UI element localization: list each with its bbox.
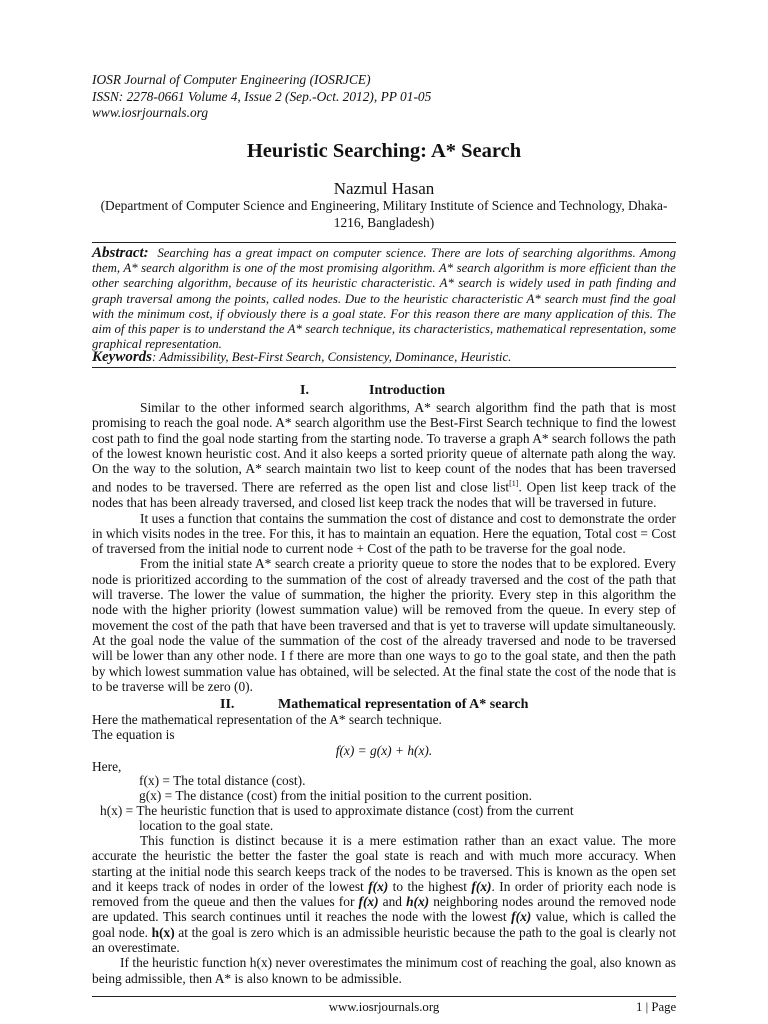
author-affiliation: (Department of Computer Science and Engineering, Military Institute of Science and Technology, Dhaka-1216, Bangladesh) bbox=[100, 198, 668, 230]
author-name: Nazmul Hasan bbox=[333, 179, 435, 198]
abstract-top-rule bbox=[92, 242, 676, 243]
section-2-paragraph: This function is distinct because it is a mere estimation rather than an exact value. The more accurate the heuristic the better the faster the goal state is reach and with much more accuracy. When starting at the initial node this search keeps track of the nodes to be traversed. This is known as the open set and it keeps track of nodes in order of the lowest f(x) to the highest f(x). In order of priority each node is removed from the queue and then the values for f(x) and h(x) neighboring nodes around the removed node are updated. This search continues until it reaches the node with the lowest f(x) value, which is called the goal node. h(x) at the goal is zero which is an admissible heuristic because the path to the goal is clearly not an overestimate. bbox=[92, 833, 676, 956]
equation-intro: The equation is bbox=[92, 727, 175, 742]
citation-ref: [1] bbox=[509, 479, 519, 489]
section-2-body bbox=[92, 833, 676, 986]
journal-header bbox=[92, 72, 431, 122]
abstract-text: Searching has a great impact on computer science. There are lots of searching algorithms. Among them, A* search algorithm is one of the most promising algorithm. A* search algorithm is more efficient than the other searching algorithm, because of its heuristic characteristic. A* search is widely used in path finding and graph traversal among the points, called nodes. Due to the heuristic characteristic A* search must find the goal with the minimum cost, if obviously there is a goal state. For this reason there are many application of this. The aim of this paper is to understand the A* search technique, its characteristics, mathematical representation, some graphical representation. bbox=[92, 246, 676, 352]
section-1-body bbox=[92, 400, 676, 694]
definition-g: g(x) = The distance (cost) from the initial position to the current position. bbox=[139, 788, 532, 803]
definition-h-continued: location to the goal state. bbox=[139, 818, 274, 833]
section-1-paragraph: It uses a function that contains the summation the cost of distance and cost to demonstrate the order in which visits nodes in the tree. For this, it has to maintain an equation. Here the equation, Total cost = Cost of traversed from the initial node to current node + Cost of the path to be traverse for the goal node. bbox=[92, 510, 676, 557]
journal-name: IOSR Journal of Computer Engineering (IOSRJCE) bbox=[92, 72, 371, 87]
section-2-paragraph: If the heuristic function h(x) never overestimates the minimum cost of reaching the goal, also known as being admissible, then A* is also known to be admissible. bbox=[92, 955, 676, 986]
journal-website[interactable]: www.iosrjournals.org bbox=[92, 105, 209, 120]
footer-website[interactable]: www.iosrjournals.org bbox=[328, 1000, 440, 1014]
footer-rule bbox=[92, 996, 676, 997]
here-label: Here, bbox=[92, 759, 122, 774]
equation: f(x) = g(x) + h(x). bbox=[335, 743, 433, 758]
journal-issn: ISSN: 2278-0661 Volume 4, Issue 2 (Sep.-Oct. 2012), PP 01-05 bbox=[92, 88, 432, 104]
section-1-title: Introduction bbox=[369, 383, 445, 398]
footer-page-number: 1 | Page bbox=[636, 1000, 677, 1014]
section-1-number: I. bbox=[300, 383, 309, 398]
keywords-text: : Admissibility, Best-First Search, Consistency, Dominance, Heuristic. bbox=[152, 350, 512, 364]
abstract bbox=[92, 246, 676, 352]
section-2-number: II. bbox=[220, 697, 235, 712]
paper-title: Heuristic Searching: A* Search bbox=[246, 140, 522, 162]
definition-f: f(x) = The total distance (cost). bbox=[139, 773, 306, 788]
definition-h: h(x) = The heuristic function that is used to approximate distance (cost) from the current bbox=[100, 803, 574, 818]
keywords bbox=[92, 349, 676, 365]
abstract-label: Abstract: bbox=[92, 245, 149, 261]
section-2-intro: Here the mathematical representation of the A* search technique. bbox=[92, 712, 442, 727]
abstract-bottom-rule bbox=[92, 367, 676, 368]
keywords-label: Keywords bbox=[92, 349, 152, 365]
section-1-paragraph: From the initial state A* search create a priority queue to store the nodes that to be explored. Every node is prioritized according to the summation of the cost of already traversed and the cost of the path that will traverse. The lower the value of summation, the higher the priority. Every step in this algorithm the node with the higher priority (lowest summation value) will be removed from the queue. In every step of movement the cost of the path that have been traversed and that is yet to traverse will update simultaneously. At the goal node the value of the summation of the cost of the already traversed and node to be traversed will be lower than any other node. I f there are more than one ways to go to the goal state, and then the path by which lowest summation value has obtained, will be selected. At the final state the cost of the node that is to be traverse will be zero (0). bbox=[92, 556, 676, 694]
section-1-paragraph: Similar to the other informed search algorithms, A* search algorithm find the path that is most promising to reach the goal node. A* search algorithm use the Best-First Search technique to find the lowest cost path to find the goal node starting from the starting node. To traverse a graph A* search follows the path of the lowest known heuristic cost. And it also keeps a sorted priority queue of alternate path along the way. On the way to the solution, A* search maintain two list to keep count of the nodes that has been traversed and nodes to be traversed. There are referred as the open list and close list[1]. Open list keep track of the nodes that has been already traversed, and closed list keep track the nodes that will be traversed in future. bbox=[92, 400, 676, 511]
section-2-title: Mathematical representation of A* search bbox=[278, 697, 529, 712]
